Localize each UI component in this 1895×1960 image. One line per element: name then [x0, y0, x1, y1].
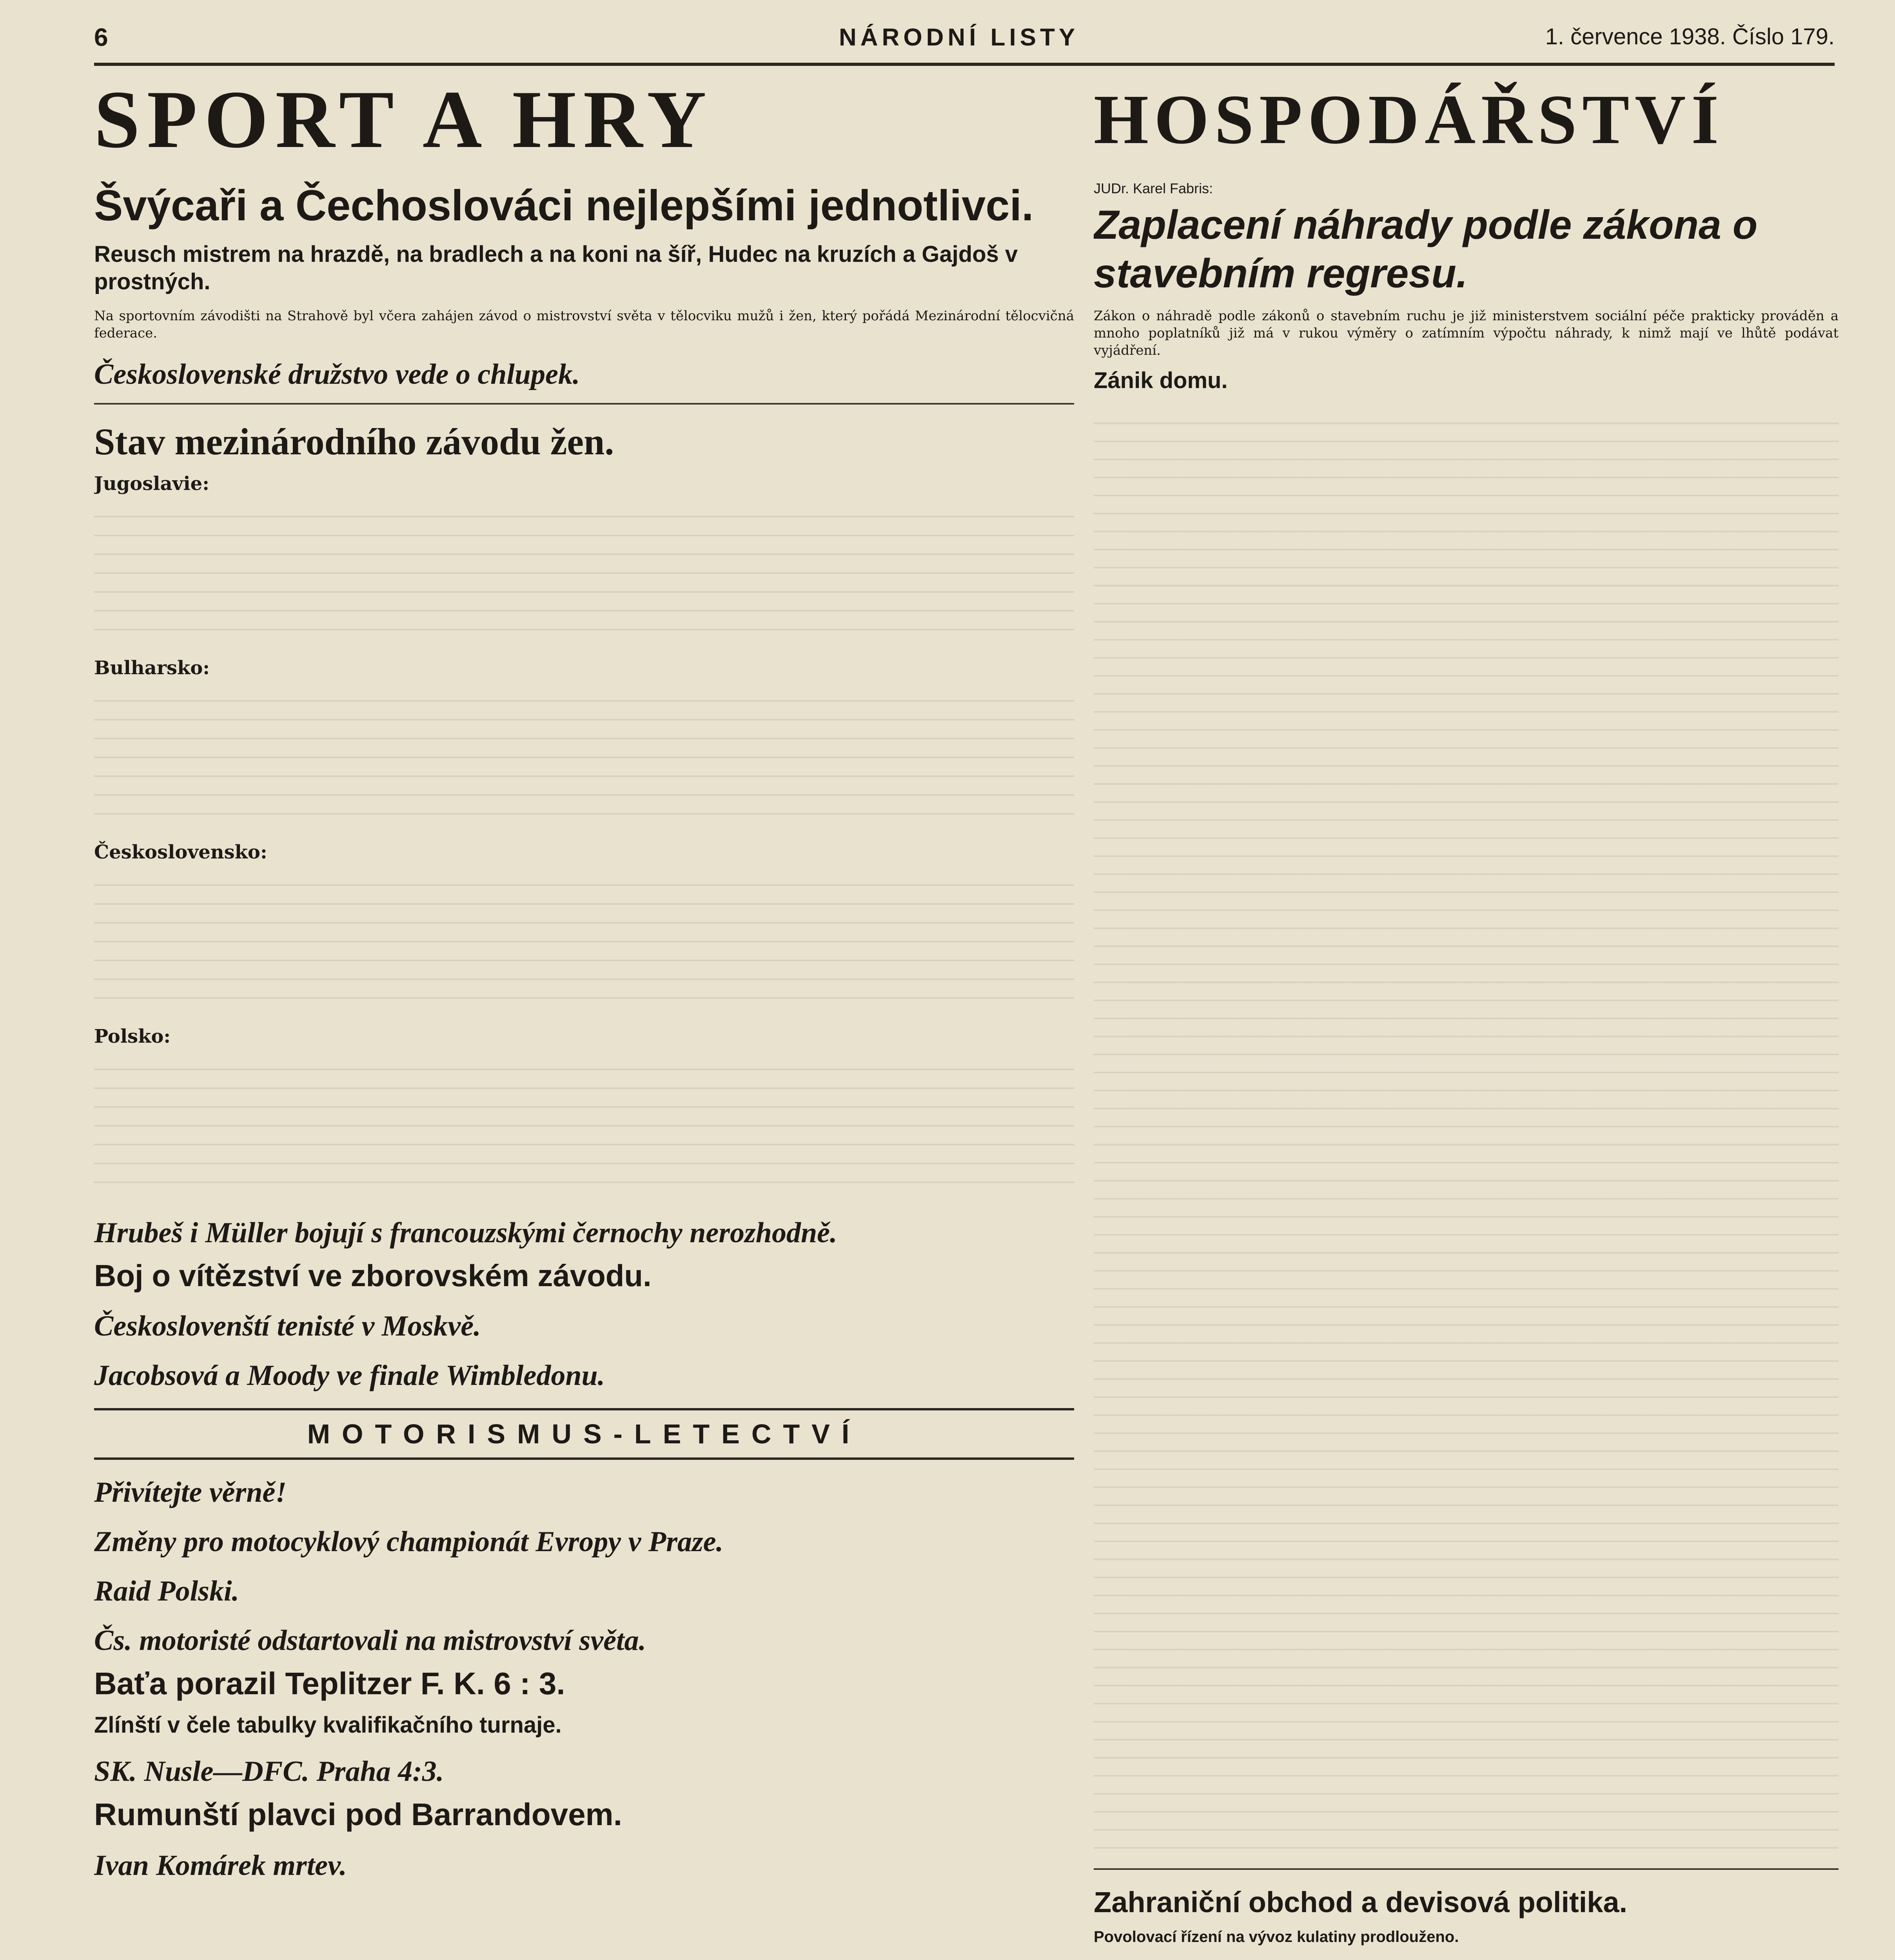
sport-column	[94, 74, 1074, 1890]
results-table	[94, 867, 1074, 1016]
lead-text: Zákon o náhradě podle zákonů o stavebním ruchu je již ministerstvem sociální péče prakticky prováděn a mnoho poplatníků již má v rukou výměry o zatímním výpočtu náhrady, k nimž mají ve lhůtě podávat vyjádření.	[1094, 308, 1839, 358]
lead-headline: Švýcaři a Čechoslováci nejlepšími jednotlivci.	[94, 181, 1034, 230]
article-head: SK. Nusle—DFC. Praha 4:3.	[94, 1755, 444, 1788]
article-subhead: Zlínští v čele tabulky kvalifikačního turnaje.	[94, 1712, 562, 1738]
nation-heading: Polsko:	[94, 1025, 171, 1047]
page-number: 6	[94, 23, 108, 51]
article-head: Hrubeš i Müller bojují s francouzskými černochy nerozhodně.	[94, 1217, 837, 1249]
motorism-banner: MOTORISMUS-LETECTVÍ	[94, 1408, 1074, 1460]
newspaper-name: NÁRODNÍ LISTY	[839, 24, 1079, 51]
article-subhead: Zánik domu.	[1094, 368, 1228, 393]
issue-date: 1. července 1938. Číslo 179.	[1545, 24, 1835, 49]
article-author: JUDr. Karel Fabris:	[1094, 180, 1213, 196]
article-headline: Baťa porazil Teplitzer F. K. 6 : 3.	[94, 1666, 565, 1701]
article-head: Přivítejte věrně!	[94, 1476, 287, 1508]
article-head: Československé družstvo vede o chlupek.	[94, 358, 580, 390]
results-heading: Stav mezinárodního závodu žen.	[94, 421, 614, 463]
results-table	[94, 1051, 1074, 1200]
results-table	[94, 499, 1074, 648]
article-head: Čs. motoristé odstartovali na mistrovství světa.	[94, 1624, 646, 1657]
economy-column	[1094, 74, 1839, 1960]
divider	[94, 403, 1074, 405]
lead-subhead: Reusch mistrem na hrazdě, na bradlech a na koni na šíř, Hudec na kruzích a Gajdoš v prostných.	[94, 241, 1018, 294]
article-headline: Boj o vítězství ve zborovském závodu.	[94, 1258, 652, 1293]
lead-text: Na sportovním závodišti na Strahově byl včera zahájen závod o mistrovství světa v tělocviku mužů i žen, který pořádá Mezinárodní tělocvičná federace.	[94, 308, 1074, 341]
news-item	[1094, 1958, 1839, 1960]
divider	[1094, 1868, 1839, 1870]
article-head: Raid Polski.	[94, 1575, 240, 1607]
lead-headline: Zaplacení náhrady podle zákona o stavebním regresu.	[1094, 202, 1758, 296]
article-head: Zahraniční obchod a devisová politika.	[1094, 1886, 1628, 1918]
section-title-sport: SPORT A HRY	[94, 74, 713, 165]
results-table	[94, 683, 1074, 832]
article-head: Ivan Komárek mrtev.	[94, 1849, 347, 1882]
news-item: Povolovací řízení na vývoz kulatiny prodlouženo.	[1094, 1928, 1459, 1945]
nation-heading: Jugoslavie:	[94, 473, 209, 495]
article-headline: Rumunští plavci pod Barrandovem.	[94, 1797, 622, 1832]
nation-heading: Bulharsko:	[94, 657, 210, 679]
article-head: Českoslovenští tenisté v Moskvě.	[94, 1310, 481, 1342]
article-head: Jacobsová a Moody ve finale Wimbledonu.	[94, 1359, 605, 1392]
section-title-economy: HOSPODÁŘSTVÍ	[1094, 80, 1724, 158]
article-head: Změny pro motocyklový championát Evropy v Praze.	[94, 1526, 724, 1558]
page-header	[94, 16, 1835, 66]
text-block	[1094, 406, 1839, 1857]
nation-heading: Československo:	[94, 841, 267, 863]
